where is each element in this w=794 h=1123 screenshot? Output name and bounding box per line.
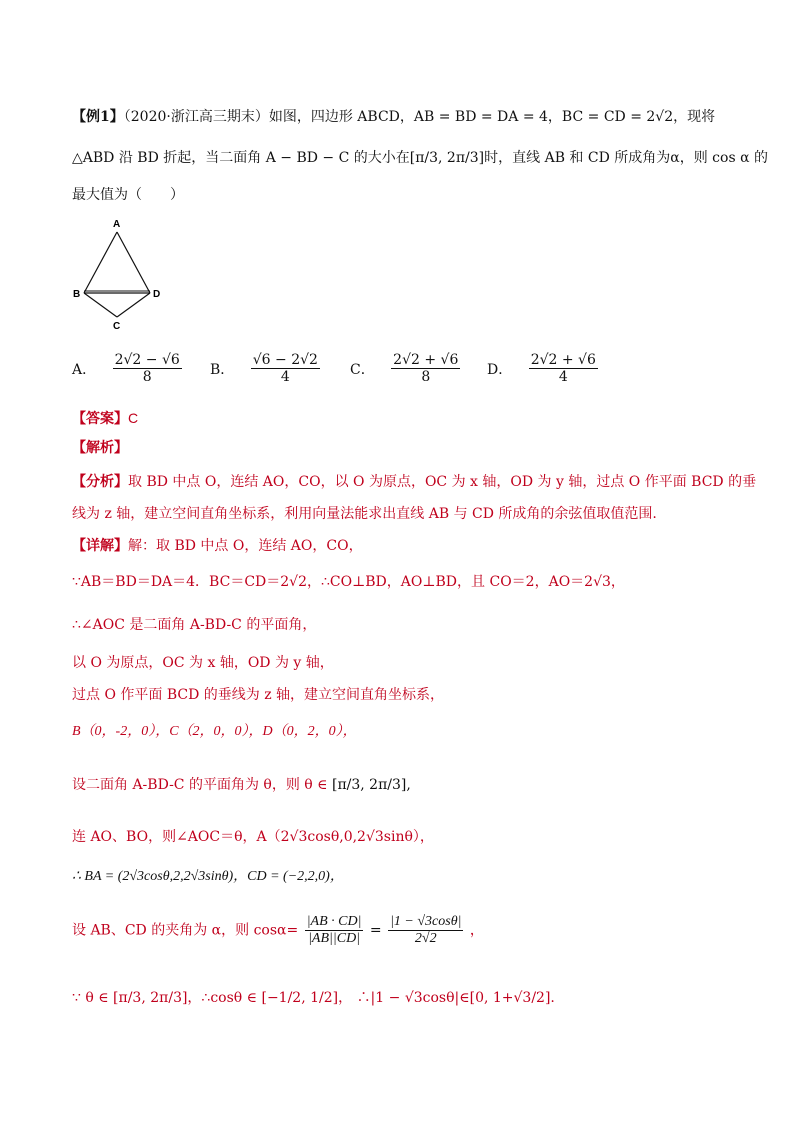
option-b-fraction: [251, 352, 320, 385]
example-tag: 【例1】: [72, 109, 124, 125]
answer-label: 【答案】: [72, 411, 128, 427]
option-c-numerator: 2√2 + √6: [393, 352, 459, 368]
option-a: [72, 352, 184, 385]
option-c-denominator: 8: [421, 369, 431, 385]
detail-axes: 以 O 为原点，OC 为 x 轴，OD 为 y 轴，: [72, 655, 334, 671]
option-b-numerator: √6 − 2√2: [252, 352, 318, 368]
detail-final-b: ∴|1 − √3cosθ|∈[0, 1+√3/2].: [356, 990, 555, 1006]
detail-line-4: [72, 653, 734, 673]
detail-angle: ∴∠AOC 是二面角 A-BD-C 的平面角，: [72, 617, 317, 633]
cos-fraction-vectors: [305, 914, 364, 947]
detail-line-7: [72, 775, 734, 795]
detail-connect: 连 AO、BO，则∠AOC＝θ，A（2√3cosθ,0,2√3sinθ），: [72, 829, 434, 845]
detail-intro: 解：取 BD 中点 O，连结 AO，CO，: [128, 538, 363, 554]
option-d-numerator: 2√2 + √6: [530, 352, 596, 368]
detail-given: ∵AB＝BD＝DA＝4．BC＝CD＝2√2，∴CO⊥BD，AO⊥BD，且 CO＝2，AO＝2√3，: [72, 574, 625, 590]
option-d-denominator: 4: [558, 369, 568, 385]
vertex-label-b: B: [73, 289, 81, 300]
option-a-numerator: 2√2 − √6: [114, 352, 180, 368]
problem-text-2: △ABD 沿 BD 折起，当二面角 A − BD − C 的大小在[π/3, 2π/3]时，直线 AB 和 CD 所成角为α，则 cos α 的: [72, 150, 768, 166]
answer-value: C: [128, 410, 139, 426]
detail-label: 【详解】: [72, 538, 128, 554]
analysis-heading: 【解析】: [72, 440, 128, 456]
problem-line-3: [72, 185, 734, 205]
option-c-label: C．: [350, 361, 375, 378]
cos-fraction-vectors-denominator: |AB||CD|: [308, 931, 361, 946]
edge-ad: [117, 232, 150, 293]
option-b-denominator: 4: [280, 369, 290, 385]
option-b: [210, 352, 322, 385]
detail-line-5: [72, 685, 734, 705]
detail-line-9: [72, 866, 734, 887]
detail-line-2: [72, 572, 734, 592]
example-source: （2020·浙江高三期末）: [123, 109, 269, 125]
option-b-label: B．: [210, 361, 235, 378]
detail-line-1: [72, 536, 734, 556]
detail-cos-prefix: 设 AB、CD 的夹角为 α，则 cosα=: [72, 922, 299, 939]
detail-vectors: ∴ BA = (2√3cosθ,2,2√3sinθ)，CD = (−2,2,0)，: [72, 869, 344, 884]
detail-coords: B（0，-2，0），C（2，0，0），D（0，2，0），: [72, 724, 357, 739]
vertex-label-d: D: [153, 289, 161, 300]
detail-line-3: [72, 615, 734, 635]
cos-fraction-theta: [388, 914, 463, 947]
edge-cd: [117, 293, 150, 317]
option-d-fraction: [529, 352, 598, 385]
option-d-label: D．: [487, 361, 513, 378]
cos-fraction-theta-denominator: 2√2: [414, 931, 437, 946]
option-a-denominator: 8: [142, 369, 152, 385]
option-c: [350, 352, 462, 385]
option-c-fraction: [391, 352, 460, 385]
vertex-label-c: C: [113, 321, 121, 332]
detail-theta-interval: [π/3, 2π/3],: [331, 777, 411, 793]
detail-final-a: ∵ θ ∈ [π/3, 2π/3]，∴cosθ ∈ [−1/2, 1/2]，: [72, 990, 353, 1006]
analysis-line-1: [72, 472, 757, 492]
cos-fraction-vectors-numerator: |AB · CD|: [306, 914, 362, 929]
edge-ab: [84, 232, 117, 293]
answer-line: [72, 408, 734, 429]
vertex-label-a: A: [113, 219, 121, 230]
detail-theta-prefix: 设二面角 A-BD-C 的平面角为 θ，则 θ ∈: [72, 777, 328, 793]
problem-text-3: 最大值为（ ）: [72, 187, 184, 203]
edge-bc: [84, 293, 117, 317]
detail-line-11: [72, 988, 734, 1008]
detail-zaxis: 过点 O 作平面 BCD 的垂线为 z 轴，建立空间直角坐标系，: [72, 687, 445, 703]
problem-line-1: [72, 107, 734, 127]
detail-cos-suffix: ，: [469, 922, 484, 939]
problem-line-2: [72, 148, 768, 168]
detail-line-6: [72, 721, 734, 742]
analysis-text-2: 线为 z 轴，建立空间直角坐标系，利用向量法能求出直线 AB 与 CD 所成角的余弦值取值范围.: [72, 506, 657, 522]
analysis-label: 【分析】: [72, 474, 128, 490]
analysis-text-1: 取 BD 中点 O，连结 AO，CO，以 O 为原点，OC 为 x 轴，OD 为 y 轴，过点 O 作平面 BCD 的垂: [128, 474, 757, 490]
detail-line-8: [72, 827, 734, 847]
detail-line-10: 设 AB、CD 的夹角为 α，则 cosα= $\frac{|AB \cdot CD|}{|AB||CD|}$ = $\frac{|1 - √3\cos\theta|}{2√2}$ ，: [72, 914, 484, 946]
cos-fraction-theta-numerator: |1 − √3cosθ|: [390, 914, 462, 929]
option-a-label: A．: [72, 361, 97, 378]
option-d: [487, 352, 600, 385]
quadrilateral-figure: [72, 214, 172, 334]
problem-text-1: 如图，四边形 ABCD，AB = BD = DA = 4，BC = CD = 2√2，现将: [268, 109, 716, 125]
analysis-line-2: [72, 504, 734, 524]
option-a-fraction: [113, 352, 182, 385]
